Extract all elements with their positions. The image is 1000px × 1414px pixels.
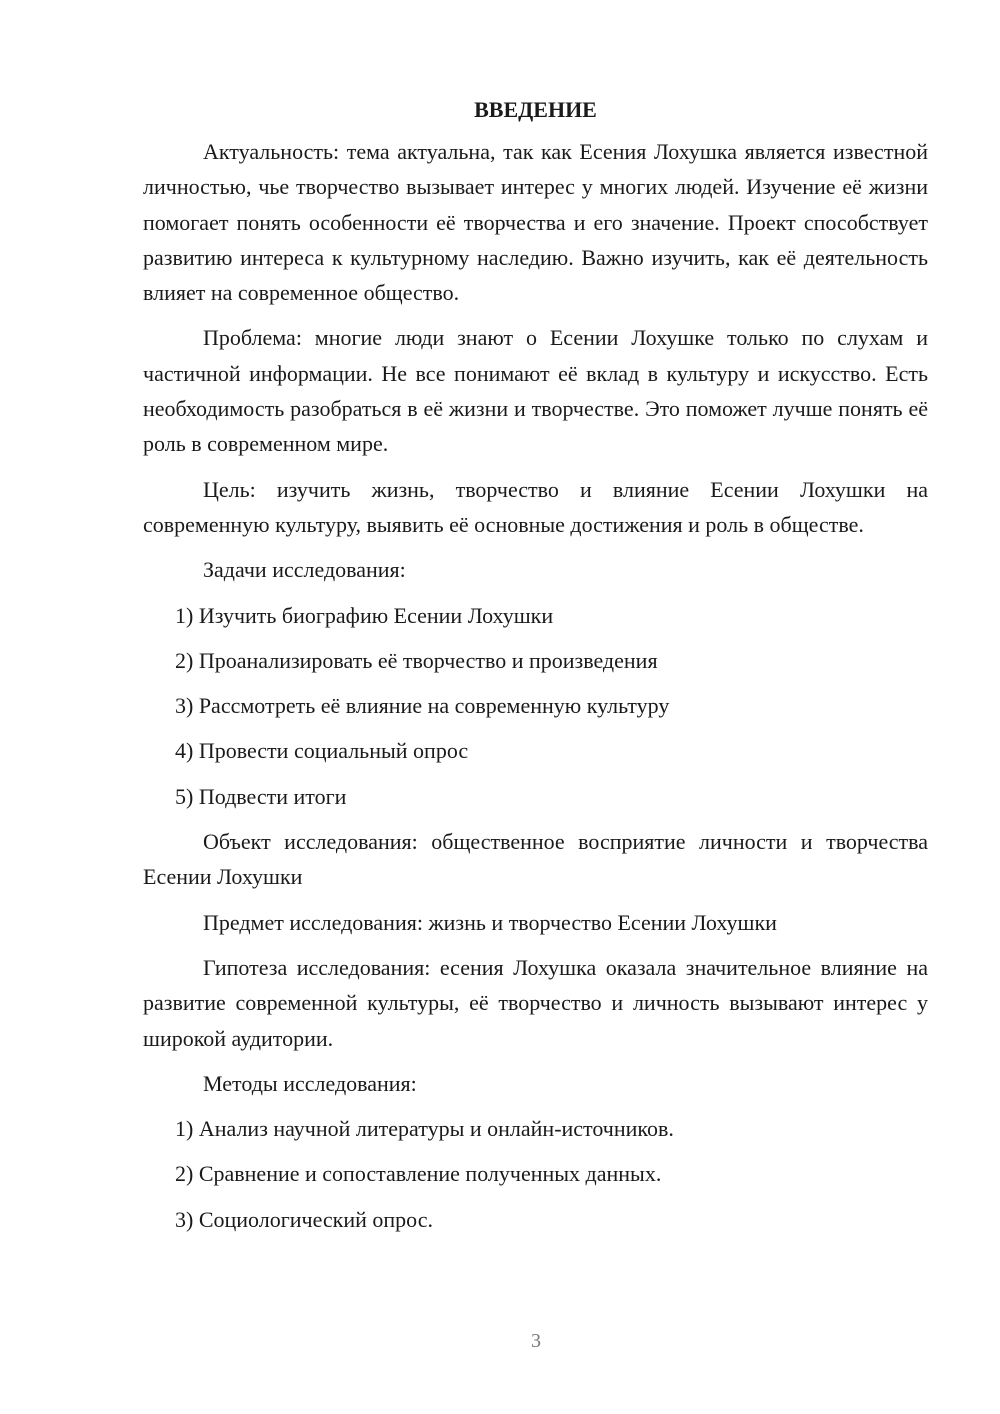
methods-list bbox=[143, 1111, 928, 1237]
list-item: 2) Проанализировать её творчество и произведения bbox=[175, 647, 658, 673]
hypothesis-paragraph: Гипотеза исследования: есения Лохушка оказала значительное влияние на развитие современной культуры, её творчество и личность вызывают интерес у широкой аудитории. bbox=[143, 954, 928, 1051]
problem-paragraph: Проблема: многие люди знают о Есении Лохушке только по слухам и частичной информации. Не все понимают её вклад в культуру и искусство. Есть необходимость разобраться в её жизни и творчестве. Это поможет лучше понять её роль в современном мире. bbox=[143, 325, 928, 457]
tasks-list bbox=[143, 598, 928, 814]
methods-heading: Методы исследования: bbox=[203, 1070, 417, 1096]
tasks-heading: Задачи исследования: bbox=[203, 557, 406, 583]
object-paragraph: Объект исследования: общественное восприятие личности и творчества Есении Лохушки bbox=[143, 829, 928, 890]
list-item: 3) Рассмотреть её влияние на современную культуру bbox=[175, 693, 670, 719]
list-item: 3) Социологический опрос. bbox=[175, 1206, 433, 1232]
relevance-paragraph: Актуальность: тема актуальна, так как Есения Лохушка является известной личностью, чье творчество вызывает интерес у многих людей. Изучение её жизни помогает понять особенности её творчества и его значение. Проект способствует развитию интереса к культурному наследию. Важно изучить, как её деятельность влияет на современное общество. bbox=[143, 139, 928, 306]
page-content bbox=[143, 92, 928, 1247]
goal-paragraph: Цель: изучить жизнь, творчество и влияние Есении Лохушки на современную культуру, выявить её основные достижения и роль в обществе. bbox=[143, 476, 928, 537]
list-item: 1) Изучить биографию Есении Лохушки bbox=[175, 602, 554, 628]
subject-paragraph: Предмет исследования: жизнь и творчество Есении Лохушки bbox=[203, 909, 777, 935]
section-title: ВВЕДЕНИЕ bbox=[474, 97, 597, 122]
list-item: 5) Подвести итоги bbox=[175, 783, 347, 809]
page-number: 3 bbox=[531, 1330, 541, 1352]
list-item: 1) Анализ научной литературы и онлайн-источников. bbox=[175, 1116, 674, 1142]
list-item: 2) Сравнение и сопоставление полученных данных. bbox=[175, 1161, 662, 1187]
list-item: 4) Провести социальный опрос bbox=[175, 738, 469, 764]
